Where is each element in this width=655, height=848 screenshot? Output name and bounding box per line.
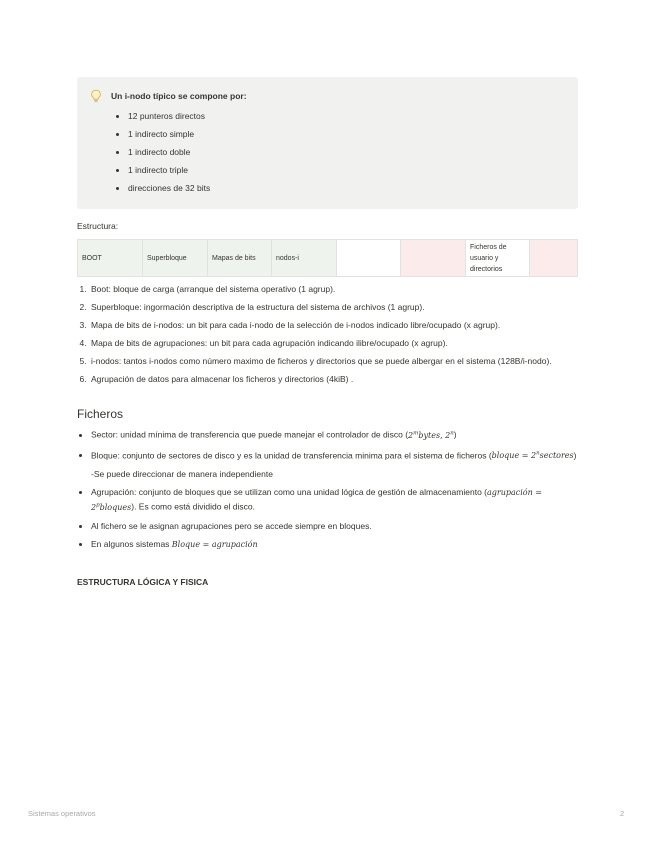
table-cell-empty (530, 240, 578, 277)
list-item: • 1 indirecto triple (128, 161, 247, 179)
math-exponent: p (96, 502, 100, 509)
sector-close: ) (453, 429, 457, 440)
algunos-math: Bloque = agrupación (171, 539, 258, 549)
footer-title: Sistemas operativos (28, 809, 96, 818)
sector-text: Sector: unidad mínima de transferencia que puede manejar el controlador de disco ( (91, 429, 409, 440)
math-unit: bloques (99, 502, 132, 512)
callout-title: Un i-nodo típico se compone por: (111, 91, 247, 101)
list-item: 1. Boot: bloque de carga (arranque del sistema operativo (1 agrup). (89, 283, 578, 295)
table-cell-nodos-i: nodos-i (272, 240, 337, 277)
list-item: • 12 punteros directos (128, 107, 247, 125)
sector-math: 2$^m$bytes, 2$^n$ (408, 430, 454, 440)
ficheros-heading: Ficheros (77, 407, 124, 421)
math-lhs: bloque (491, 451, 520, 461)
math-exponent: n (536, 450, 540, 457)
bloque-math (492, 451, 574, 460)
list-item: 5. i-nodos: tantos i-nodos como número maximo de ficheros y directorios que se puede albergar en el sistema (128B/i-nodo). (89, 355, 578, 367)
math-equals: = (532, 488, 543, 498)
math-lhs: agrupación (487, 488, 533, 498)
list-item: • direcciones de 32 bits (128, 179, 247, 197)
list-item-algunos (91, 538, 578, 551)
table-cell-boot: BOOT (78, 240, 143, 277)
list-item-sector (91, 427, 578, 442)
callout-body (111, 89, 247, 197)
inode-callout (77, 77, 578, 209)
ficheros-list (77, 427, 578, 462)
list-item-agrupacion (91, 486, 578, 514)
structure-label: Estructura: (77, 221, 119, 231)
list-item: 4. Mapa de bits de agrupaciones: un bit para cada agrupación indicando ilibre/ocupado (x agrup). (89, 337, 578, 349)
math-unit: bytes (418, 430, 441, 440)
math-base: 2 (91, 502, 97, 512)
list-item: • 1 indirecto doble (128, 143, 247, 161)
table-cell-mapas-de-bits: Mapas de bits (208, 240, 272, 277)
math-exponent: m (413, 430, 419, 436)
list-item-asignacion: • Al fichero se le asignan agrupaciones pero se accede siempre en bloques. (91, 520, 578, 532)
math-base: 2 (445, 430, 451, 440)
callout-list (111, 107, 247, 197)
bloque-text: Bloque: conjunto de sectores de disco y es la unidad de transferencia minima para el sistema de ficheros ( (91, 450, 492, 461)
list-item: • 1 indirecto simple (128, 125, 247, 143)
math-base: 2 (530, 451, 537, 461)
agrupacion-text: Agrupación: conjunto de bloques que se utilizan como una unidad lógica de gestión de almacenamiento ( (91, 487, 487, 498)
bloque-subnote: -Se puede direccionar de manera independiente (91, 469, 273, 480)
page-number: 2 (620, 809, 625, 818)
ficheros-list-continued (77, 486, 578, 551)
list-item: 2. Superbloque: ingormación descriptiva de la estructura del sistema de archivos (1 agrup). (89, 301, 578, 313)
table-row (78, 240, 578, 277)
algunos-text: En algunos sistemas (91, 538, 172, 549)
math-equals: = (519, 451, 531, 461)
agrupacion-close: ). Es como está dividido el disco. (131, 501, 256, 512)
table-cell-empty (337, 240, 401, 277)
table-cell-empty (401, 240, 466, 277)
list-item-bloque (91, 448, 578, 463)
page-content (77, 77, 578, 587)
table-cell-ficheros: Ficheros de usuario y directorios (466, 240, 530, 277)
math-base: 2 (408, 430, 414, 440)
logic-structure-heading: ESTRUCTURA LÓGICA Y FISICA (77, 576, 209, 587)
math-exponent: n (450, 430, 454, 436)
lightbulb-icon (89, 89, 103, 103)
list-item: 3. Mapa de bits de i-nodos: un bit para cada i-nodo de la selección de i-nodos indicado libre/ocupado (x agrup). (89, 319, 578, 331)
filesystem-structure-table (77, 239, 578, 277)
structure-description-list (77, 283, 578, 385)
math-unit: sectores (539, 451, 574, 461)
bloque-close: ) (573, 450, 577, 461)
list-item: 6. Agrupación de datos para almacenar los ficheros y directorios (4kiB) . (89, 373, 578, 385)
table-cell-superbloque: Superbloque (143, 240, 208, 277)
